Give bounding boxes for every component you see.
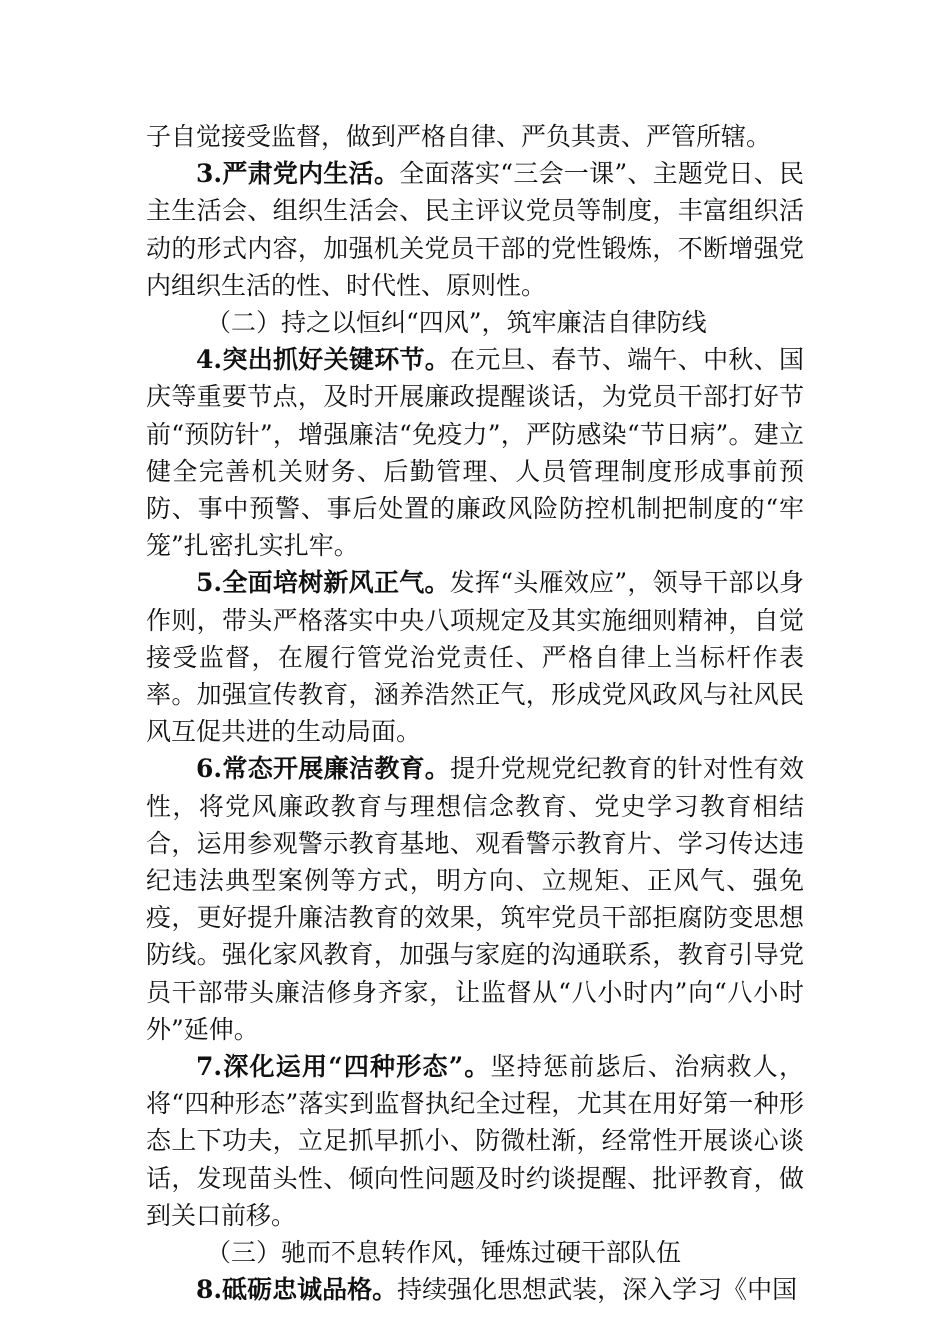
paragraph-title: 4.突出抓好关键环节。 <box>196 345 451 375</box>
paragraph-text: 持续强化思想武装，深入学习《中国 <box>397 1275 798 1305</box>
paragraph-item-4 <box>146 341 804 564</box>
paragraph-title: 5.全面培树新风正气。 <box>196 568 450 598</box>
section-heading-2 <box>146 304 804 341</box>
paragraph-title: 6.常态开展廉洁教育。 <box>196 754 451 784</box>
paragraph-continuation <box>146 118 804 155</box>
paragraph-text: 提升党规党纪教育的针对性有效性，将党风廉政教育与理想信念教育、党史学习教育相结合，运用参观警示教育基地、观看警示教育片、学习传达违纪违法典型案例等方式，明方向、立规矩、正风气、强免疫，更好提升廉洁教育的效果，筑牢党员干部拒腐防变思想防线。强化家风教育，加强与家庭的沟通联系，教育引导党员干部带头廉洁修身齐家，让监督从“八小时内”向“八小时外”延伸。 <box>146 754 804 1044</box>
section-heading-text: （三）驰而不息转作风，锤炼过硬干部队伍 <box>206 1238 682 1268</box>
document-body <box>146 118 804 1309</box>
paragraph-item-3 <box>146 155 804 304</box>
section-heading-3 <box>146 1234 804 1271</box>
paragraph-text: 在元旦、春节、端午、中秋、国庆等重要节点，及时开展廉政提醒谈话，为党员干部打好节前“预防针”，增强廉洁“免疫力”，严防感染“节日病”。建立健全完善机关财务、后勤管理、人员管理制度形成事前预防、事中预警、事后处置的廉政风险防控机制把制度的“牢笼”扎密扎实扎牢。 <box>146 345 804 561</box>
paragraph-title: 8.砥砺忠诚品格。 <box>196 1275 398 1305</box>
paragraph-item-6 <box>146 750 804 1048</box>
paragraph-text: 子自觉接受监督，做到严格自律、严负其责、严管所辖。 <box>146 122 772 151</box>
section-heading-text: （二）持之以恒纠“四风”，筑牢廉洁自律防线 <box>206 308 707 338</box>
paragraph-title: 7.深化运用“四种形态”。 <box>196 1052 491 1082</box>
paragraph-title: 3.严肃党内生活。 <box>196 159 400 189</box>
paragraph-text: 坚持惩前毖后、治病救人，将“四种形态”落实到监督执纪全过程，尤其在用好第一种形态上下功夫，立足抓早抓小、防微杜渐，经常性开展谈心谈话，发现苗头性、倾向性问题及时约谈提醒、批评教育，做到关口前移。 <box>146 1052 804 1230</box>
paragraph-item-7 <box>146 1048 804 1234</box>
paragraph-item-5 <box>146 564 804 750</box>
paragraph-text: 全面落实“三会一课”、主题党日、民主生活会、组织生活会、民主评议党员等制度，丰富组织活动的形式内容，加强机关党员干部的党性锻炼，不断增强党内组织生活的性、时代性、原则性。 <box>146 159 804 300</box>
paragraph-item-8 <box>146 1271 804 1308</box>
paragraph-text: 发挥“头雁效应”，领导干部以身作则，带头严格落实中央八项规定及其实施细则精神，自觉接受监督，在履行管党治党责任、严格自律上当标杆作表率。加强宣传教育，涵养浩然正气，形成党风政风与社风民风互促共进的生动局面。 <box>146 568 804 747</box>
